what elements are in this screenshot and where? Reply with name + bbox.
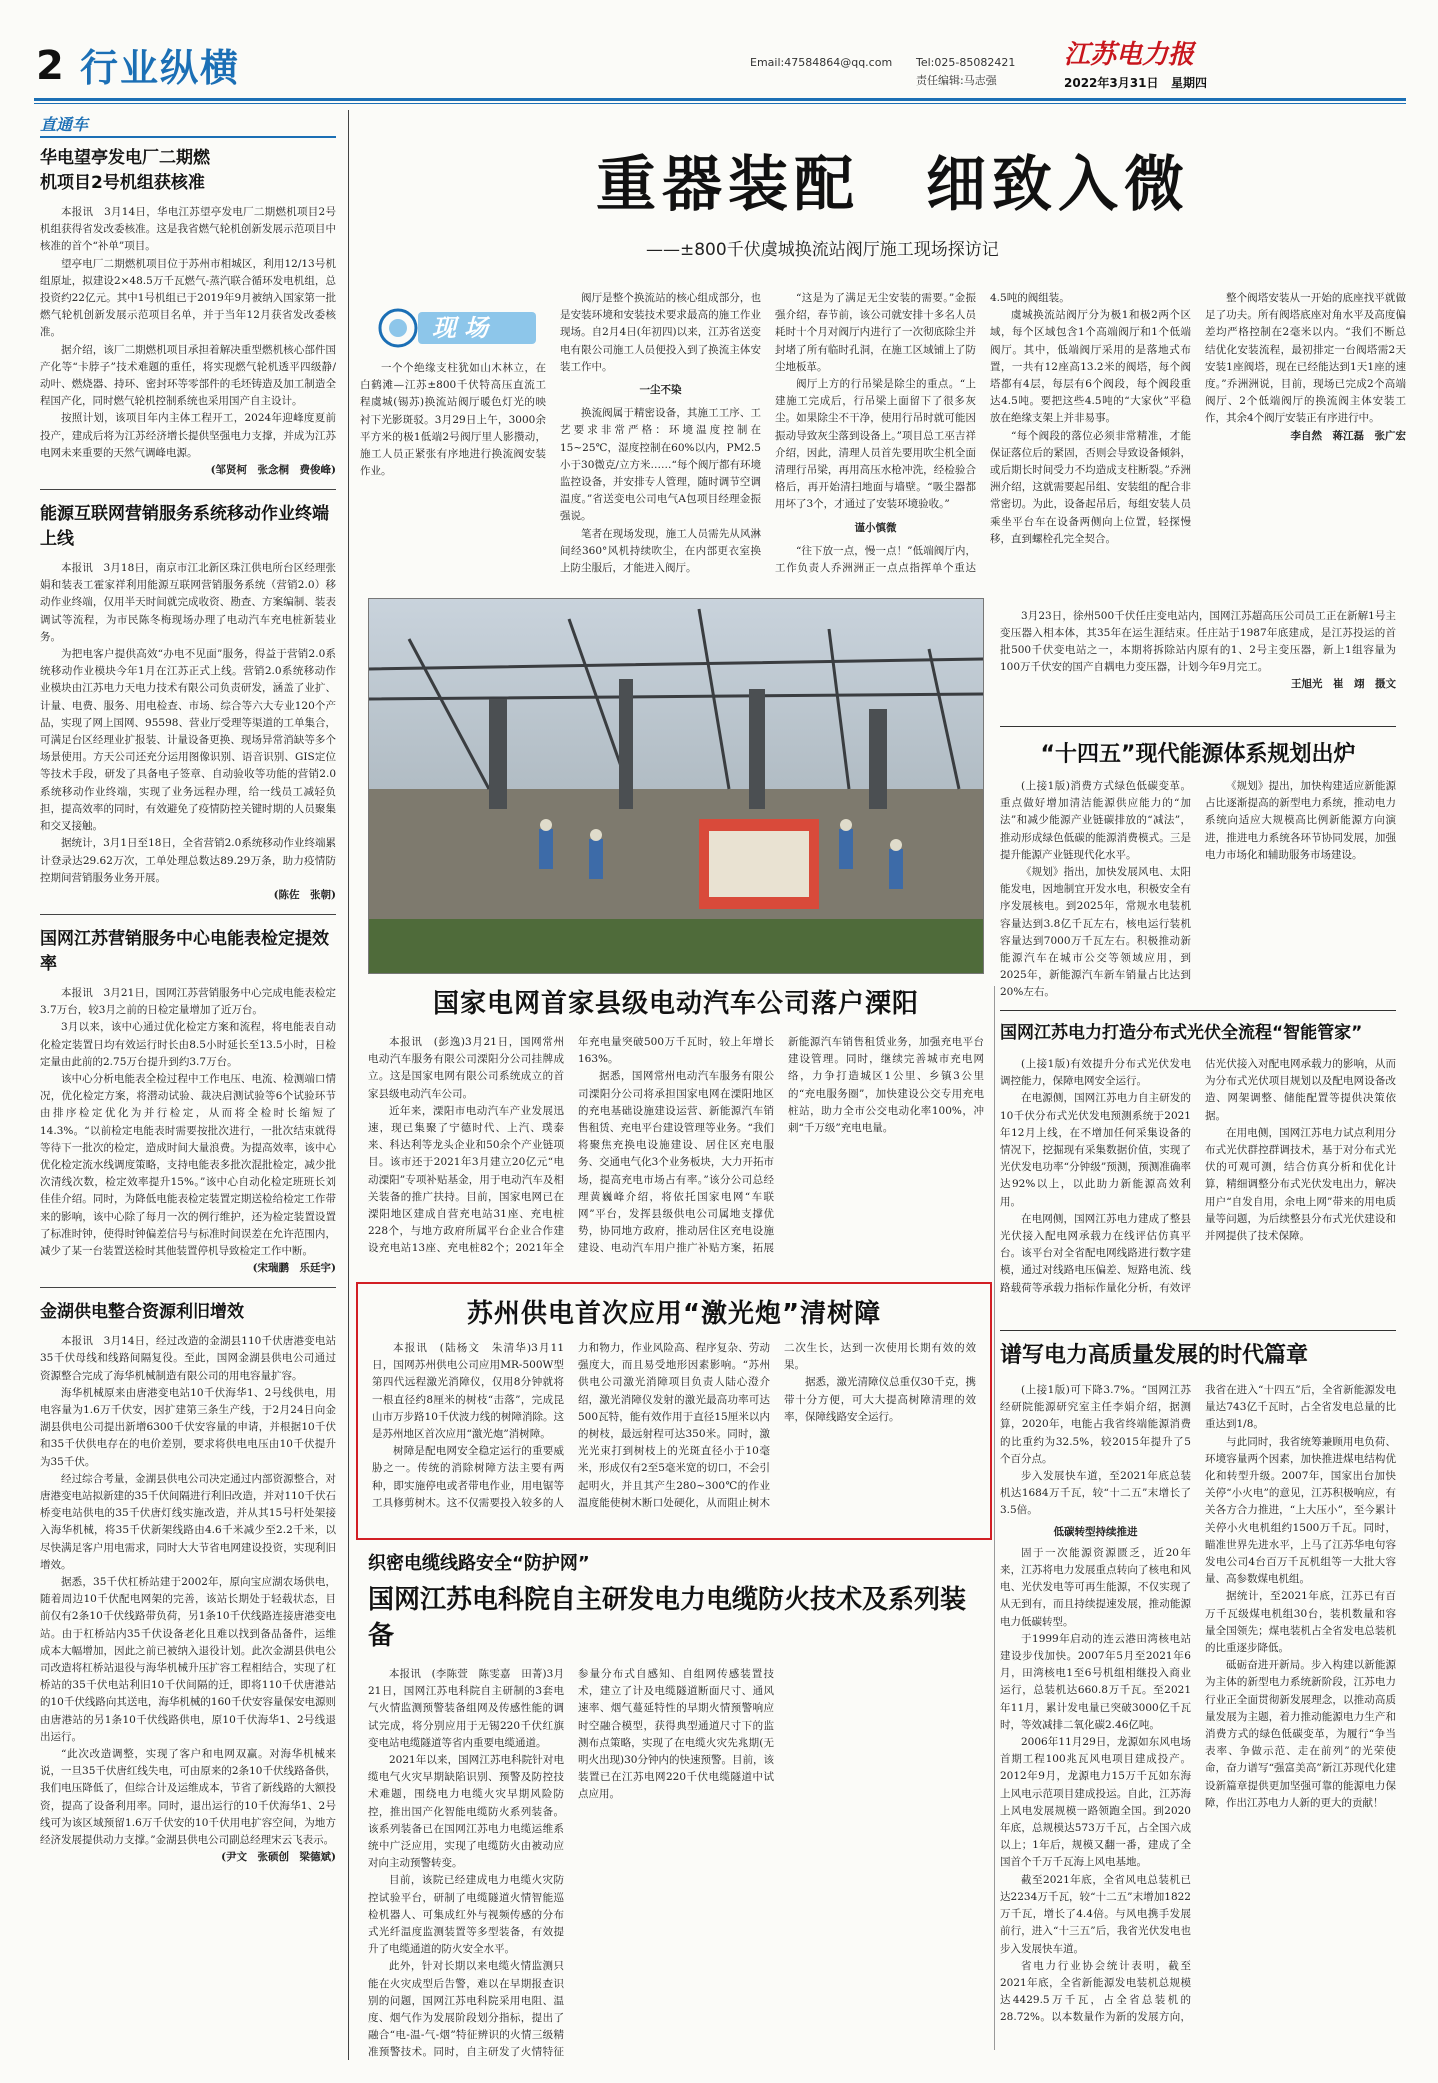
article-title: “十四五”现代能源体系规划出炉 — [1040, 742, 1356, 767]
tag-label: 直通车 — [40, 115, 89, 134]
photo-caption-box — [1000, 608, 1396, 718]
lead-paragraph: “每个阀段的落位必须非常精准，才能保证落位后的紧固，否则会导致设备倾斜，或后期长时间受力不均造成支柱断裂。”乔洲洲介绍，这就需要起吊组、安装组的配合非常密切。为此，设备起吊后，每组安装人员乘坐平台车在设备两侧向上位置，轻探慢移，直到螺栓孔完全契合。 — [990, 429, 1191, 545]
article-body — [368, 1034, 984, 1266]
lead-paragraph: 笔者在现场发现，施工人员需先从风淋间经360°风机持续吹尘，在内部更衣室换上防尘服后，才能进入阀厅。 — [560, 527, 761, 575]
article-paragraph: 2021年以来，国网江苏电科院针对电缆电气火灾早期缺陷识别、预警及防控技术难题，围绕电力电缆火灾早期风险防控，推出国产化智能电缆防火系列装备。该系列装备已在国网江苏电力电缆运维系统中广泛应用，实现了电缆防火由被动应对向主动预警转变。 — [368, 1754, 564, 1870]
article-paragraph: 望亭电厂二期燃机项目位于苏州市相城区，利用12/13号机组原址，拟建设2×48.5万千瓦燃气-蒸汽联合循环发电机组，总投资约22亿元。其中1号机组已于2019年9月被纳入国家第一批燃气轮机创新发展示范项目名单，并于当年12月获省发改委核准。 — [40, 257, 336, 339]
lead-subhead: 一尘不染 — [639, 384, 682, 397]
lead-title: 重器装配 细致入微 — [596, 150, 1190, 220]
article-paragraph: (上接1版)有效提升分布式光伏发电调控能力，保障电网安全运行。 — [1000, 1058, 1191, 1088]
photo-credit: 王旭光 崔 翊 摄文 — [1291, 678, 1396, 690]
header-email: Email:47584864@qq.com — [750, 56, 893, 69]
header-editor: 责任编辑:马志强 — [916, 74, 997, 87]
section-rule — [1000, 1330, 1396, 1331]
section-rule — [1000, 726, 1396, 727]
article-paragraph: 海华机械原来由唐港变电站10千伏海华1、2号线供电，用电容量为1.6万千伏安，因扩建第三条生产线，于2月24日向金湖县供电公司提出新增6300千伏安容量的申请，并根据10千伏和35千伏供电存在的电价差别，要求将供电电压由10千伏提升为35千伏。 — [40, 1386, 336, 1468]
article-body — [1000, 1056, 1396, 1314]
lead-paragraph: 阀厅上方的行吊梁是除尘的重点。“上建施工完成后，行吊梁上面留下了很多灰尘。如果除尘不干净，使用行吊时就可能因振动导致灰尘落到设备上。”项目总工巫吉祥介绍，因此，清理人员首先要用吹尘机全面清理行吊梁，再用高压水枪冲洗，经检验合格后，再开始清扫地面与墙壁。“吸尘器都用坏了3个，才通过了安装环境验收。” — [775, 378, 976, 511]
page-number: 2 — [36, 43, 64, 89]
article-title: 国网江苏营销服务中心电能表检定提效率 — [40, 928, 329, 974]
article-title: 国家电网首家县级电动汽车公司落户溧阳 — [432, 989, 919, 1019]
article-paragraph: 在电网侧，国网江苏电力建成了整县光伏接入配电网承载力在线评估仿真平台。该平台对全省配电网线路进行数字建模，通过对线路电压偏差、短路电流、线路载荷等承载力指标作量化分析，有效评估光伏接入对配电网承载力的影响，从而为分布式光伏项目规划以及配电网设备改造、网架调整、储能配置等提供决策依据。 — [1000, 1058, 1396, 1294]
article-body — [40, 204, 336, 462]
article-paragraph: 本报讯 3月21日，国网江苏营销服务中心完成电能表检定3.7万台，较3月之前的日检定量增加了近万台。 — [40, 986, 336, 1017]
scene-label: 现场 — [432, 314, 496, 342]
lead-body — [360, 290, 1406, 590]
paper-logo: 江苏电力报 — [1064, 40, 1195, 70]
article-paragraph: “此次改造调整，实现了客户和电网双赢。对海华机械来说，一旦35千伏唐红线失电，可由原来的2条10千伏线路备供，我们电压降低了，但综合计及运维成本，节省了新线路的大额投资，提高了设备利用率。同时，退出运行的10千伏海华1、2号线可为该区域预留1.6万千伏安的10千伏用电扩容空间，为地方经济发展提供动力支撑。”金湖县供电公司副总经理宋云飞表示。 — [40, 1748, 336, 1847]
column-divider — [348, 110, 349, 2060]
left-article — [40, 146, 336, 477]
left-article — [40, 927, 336, 1275]
article-body — [40, 560, 336, 887]
article-body — [1000, 1382, 1396, 2042]
article-paragraph: 本报讯 3月14日，华电江苏望亭发电厂二期燃机项目2号机组获得省发改委核准。这是我省燃气轮机创新发展示范项目中核准的首个“补单”项目。 — [40, 206, 336, 253]
article-paragraph: (上接1版)消费方式绿色低碳变革。重点做好增加清洁能源供应能力的“加法”和减少能源产业链碳排放的“减法”，推动形成绿色低碳的能源消费模式。三是提升能源产业链现代化水平。 — [1000, 780, 1191, 861]
steward-article — [1000, 1020, 1396, 1320]
header-date: 2022年3月31日 — [1064, 76, 1159, 90]
scene-badge — [374, 300, 542, 356]
news-photo — [368, 598, 984, 974]
lead-intro: 一个个绝缘支柱犹如山木林立，在白鹤滩—江苏±800千伏特高压直流工程虞城(锡苏)换流站阀厅暖色灯光的映衬下光影斑驳。3月29日上午，3000余平方米的极1低端2号阀厅里人影攒动，施工人员正紧张有序地进行换流阀安装作业。 — [360, 362, 546, 478]
article-paragraph: 《规划》指出，加快发展风电、太阳能发电，因地制宜开发水电，积极安全有序发展核电。到2025年，常规水电装机容量达到3.8亿千瓦左右，核电运行装机容量达到7000万千瓦左右。积极推动新能源汽车在城市公交等领域应用，到2025年，新能源汽车新车销量占比达到20%左右。 — [1000, 866, 1191, 999]
header-tel: Tel:025-85082421 — [916, 56, 1016, 69]
article-paragraph: 据悉，激光清障仪总重仅30千克，携带十分方便，可大大提高树障清理的效率，保障线路安全运行。 — [784, 1376, 976, 1423]
article-paragraph: 本报讯 (彭逸)3月21日，国网常州电动汽车服务有限公司溧阳分公司挂牌成立。这是国家电网有限公司系统成立的首家县级电动汽车公司。 — [368, 1036, 564, 1100]
article-paragraph: 为把电客户提供高效“办电不见面”服务，得益于营销2.0系统移动作业模块今年1月在江苏正式上线。营销2.0系统移动作业模块由江苏电力天电力技术有限公司负责研发，涵盖了业扩、计量、电费、服务、用电检查、市场、综合等六大专业120个产品，实现了网上国网、95598、营业厅受理等渠道的工单集合，可满足台区经理业扩报装、计量设备更换、现场异常消缺等多个场景使用。方天公司还充分运用图像识别、语音识别、GIS定位等技术手段，研发了具备电子签章、自动验收等功能的营销2.0系统移动作业终端，实现了业务远程办理，给一线员工减轻负担，提高效率的同时，有效避免了疫情防控关键时期的人员聚集和交叉接触。 — [40, 648, 336, 833]
article-subhead: 低碳转型持续推进 — [1053, 1525, 1138, 1538]
article-byline: (尹文 张硕创 梁德斌) — [221, 1851, 336, 1864]
article-paragraph: 据介绍，该厂二期燃机项目承担着解决重型燃机核心部件国产化等“卡脖子”技术难题的重任，将实现燃气轮机透平四级静/动叶、燃烧器、持环、密封环等零部件的毛坯铸造及加工制造全程国产化，同时燃气轮机控制系统也采用国产自主设计。 — [40, 343, 336, 408]
article-paragraph: 该中心分析电能表全检过程中工作电压、电流、检测端口情况，优化检定方案，将潜动试验、裁决启测试验等6个试验环节由排序检定优化为并行检定，从而将全检时长缩短了14.3%。“以前检定电能表时需要按批次进行，一批次结束就得等待下一批次的检定，造成时间大量浪费。为提高效率，该中心优化检定流水线调度策略，支持电能表多批次混批检定，减少批次清线次数，检定效率提升15%。”该中心自动化检定班班长刘佳佳介绍。同时，为降低电能表检定装置定期送检给检定工作带来的影响，该中心除了每月一次的例行维护，还为检定装置设置了标准时钟，使得时钟偏差信号与标准时间误差在允许范围内，减少了某一台装置送检时其他装置停机导致检定工作中断。 — [40, 1072, 336, 1257]
lead-columns — [560, 290, 1406, 578]
left-article — [40, 1300, 336, 1864]
lead-headline — [360, 112, 1406, 282]
article-byline: (陈佐 张朝) — [273, 888, 336, 901]
article-paragraph: 本报讯 (陆杨文 朱清华)3月11日，国网苏州供电公司应用MR-500W型第四代远程激光消障仪，仅用8分钟就将一根直径约8厘米的树枝“击落”，完成昆山市万步路10千伏波力线的树障消除。这是苏州地区首次应用“激光炮”消树障。 — [372, 1342, 564, 1441]
article-body — [368, 1666, 984, 2076]
header-weekday: 星期四 — [1171, 76, 1208, 90]
lead-subhead: 谨小慎微 — [854, 521, 897, 534]
article-body — [40, 1333, 336, 1849]
lead-byline: 李自然 蒋江磊 张广宏 — [1290, 429, 1406, 442]
header-rule — [34, 98, 1406, 101]
section-title: 行业纵横 — [80, 46, 241, 90]
lead-subtitle: ——±800千伏虞城换流站阀厅施工现场探访记 — [646, 240, 999, 260]
lead-paragraph: 虞城换流站阀厅分为极1和极2两个区域，每个区域包含1个高端阀厅和1个低端阀厅。其中，低端阀厅采用的是落地式布置，一共有12座高13.2米的阀塔，每个阀塔都有4层，每层有6个阀段，每个阀段重达4.5吨。要把这些4.5吨的“大家伙”平稳放在绝缘支架上并非易事。 — [990, 309, 1191, 425]
lead-paragraph: 整个阀塔安装从一开始的底座找平就做足了功夫。所有阀塔底座对角水平及高度偏差均严格控制在2毫米以内。“我们不断总结优化安装流程，最初排定一台阀塔需2天安装1座阀塔，现在已经能达到1天1座的速度。”乔洲洲说，目前，现场已完成2个高端阀厅、2个低端阀厅的换流阀主体安装工作，其余4个阀厅安装正有序进行中。 — [1205, 292, 1406, 425]
article-paragraph: 固于一次能源资源匮乏，近20年来，江苏将电力发展重点转向了核电和风电、光伏发电等可再生能源，不仅实现了从无到有，而且持续提速发展，推动能源电力低碳转型。 — [1000, 1546, 1191, 1628]
article-paragraph: 按照计划，该项目年内主体工程开工，2024年迎峰度夏前投产，建成后将为江苏经济增长提供坚强电力支撑，并成为江苏电网未来重要的天然气调峰电源。 — [40, 412, 336, 459]
article-paragraph: 在用电侧，国网江苏电力试点利用分布式光伏群控群调技术，基于对分布式光伏的可观可测，结合仿真分析和优化计算，精细调整分布式光伏发电出力，解决用户“自发自用，余电上网”带来的用电质量等问题，为后续整县分布式光伏建设和并网提供了技术保障。 — [1205, 1126, 1396, 1243]
article-paragraph: 据统计，3月1日至18日，全省营销2.0系统移动作业终端累计登录达29.62万次，工单处理总数达89.29万条，助力疫情防控期间营销服务业务开展。 — [40, 837, 336, 884]
article-paragraph: 砥砺奋进开新局。步入构建以新能源为主体的新型电力系统新阶段，江苏电力行业正全面贯彻新发展理念，以推动高质量发展为主题，着力推动能源电力生产和消费方式的绿色低碳变革，为履行“争当表率、争做示范、走在前列”的光荣使命，奋力谱写“强富美高”新江苏现代化建设新篇章提供更加坚强可靠的能源电力保障，作出江苏电力人新的更大的贡献！ — [1205, 1659, 1396, 1809]
article-paragraph: 于1999年启动的连云港田湾核电站建设步伐加快。2007年5月至2021年6月，田湾核电1至6号机组相继投入商业运行，总装机达660.8万千瓦。至2021年11月，累计发电量已突破3000亿千瓦时，等效减排二氧化碳2.46亿吨。 — [1000, 1632, 1191, 1731]
article-title: 谱写电力高质量发展的时代篇章 — [1000, 1343, 1309, 1368]
column-tag — [40, 110, 336, 140]
header-rule-thin — [34, 103, 1406, 104]
cable-article — [368, 1550, 984, 2059]
lead-paragraph: “往下放一点，慢一点！”低端阀厅内，工作负责人乔洲洲正一点点指挥单个重达4.5吨的阀组装。 — [775, 292, 1070, 575]
page-header — [34, 38, 1406, 94]
article-paragraph: 近年来，溧阳市电动汽车产业发展迅速，现已集聚了宁德时代、上汽、璞泰来、科达利等龙头企业和50余个产业链项目。该市还于2021年3月建立20亿元“电动溧阳”专项补贴基金，用于电动汽车及相关装备的推广扶持。目前，国家电网已在溧阳地区建成自营充电站31座、充电桩228个，与地方政府所属平台企业合作建设充电站13座、充电桩82个；2021年全年充电量突破500万千瓦时，较上年增长163%。 — [368, 1036, 774, 1255]
article-body — [1000, 778, 1396, 1008]
article-paragraph: 省电力行业协会统计表明，截至2021年底，全省新能源发电装机总规模达4429.5万千瓦，占全省总装机的28.72%。以本数量作为新的发展方向，我省在进入“十四五”后，全省新能源发电量达743亿千瓦时，占全省发电总量的比重达到1/8。 — [1000, 1384, 1396, 2024]
plan-article — [1000, 740, 1396, 1020]
article-title: 华电望亭发电厂二期燃机项目2号机组获核准 — [40, 148, 210, 193]
substation-photo — [369, 599, 984, 974]
article-paragraph: 《规划》提出，加快构建适应新能源占比逐渐提高的新型电力系统，推动电力系统向适应大规模高比例新能源方向演进，推进电力系统各环节协同发展，加强电力市场化和辅助服务市场建设。 — [1205, 780, 1396, 861]
article-paragraph: 本报讯 (李陈萱 陈雯嘉 田菁)3月21日，国网江苏电科院自主研制的3套电气火情监测预警装备组网及传感性能的调试完成，将分别应用于无锡220千伏红旗变电站电缆隧道等省内重要电缆通道。 — [368, 1668, 564, 1749]
lead-paragraph: 换流阀属于精密设备，其施工工序、工艺要求非常严格：环境温度控制在15~25℃，湿度控制在60%以内，PM2.5小于30微克/立方米……“每个阀厅都有环境监控设备，并安排专人管理，随时调节空调温度。”省送变电公司电气A包项目经理金振强说。 — [560, 407, 761, 523]
article-paragraph: 据悉，国网常州电动汽车服务有限公司溧阳分公司将承担国家电网在溧阳地区的充电基础设施建设运营、新能源汽车销售租赁、充电平台建设管理等业务。“我们将聚焦充换电设施建设、居住区充电服务、交通电气化3个业务板块，大力开拓市场，提高充电市场占有率。”该分公司总经理黄巍峰介绍，将依托国家电网“车联网”平台，发挥县级供电公司属地支撑优势，协同地方政府，推动居住区充电设施建设、电动汽车用户推广补贴方案，拓展新能源汽车销售租赁业务，加强充电平台建设管理。同时，继续完善城市充电网络，力争打造城区1公里、乡镇3公里的“充电服务圈”，加快建设公交专用充电桩站，助力全市公交电动化率100%，冲刺“千万级”充电电量。 — [578, 1036, 984, 1255]
article-paragraph: 此外，针对长期以来电缆火情监测只能在火灾成型后告警，难以在早期报查识别的问题，国网江苏电科院采用电阻、温度、烟气作为发展阶段划分指标，提出了融合“电-温-气-烟”特征辨识的火情三级精准预警技术。同时，自主研发了火情特征参量分布式自感知、自组网传感装置技术，建立了计及电缆隧道断面尺寸、通风速率、烟气蔓延特性的早期火情预警响应时空融合模型，获得典型通道尺寸下的监测布点策略，实现了在电缆火灾先兆期(无明火出现)30分钟内的快速预警。目前，该装置已在江苏电网220千伏电缆隧道中试点应用。 — [368, 1668, 774, 2059]
article-paragraph: 与此同时，我省统筹兼顾用电负荷、环境容量两个因素，加快推进煤电结构优化和转型升级。2007年，国家出台加快关停“小火电”的意见，江苏积极响应，有关各方合力推进，“上大压小”，至今累计关停小火电机组约1500万千瓦。同时，瞄准世界先进水平，上马了江苏华电句容发电公司4台百万千瓦机组等一大批大容量、高参数煤电机组。 — [1205, 1435, 1396, 1586]
article-title: 国网江苏电力打造分布式光伏全流程“智能管家” — [1000, 1023, 1363, 1043]
article-title: 能源互联网营销服务系统移动作业终端上线 — [40, 504, 329, 550]
article-paragraph: 树障是配电网安全稳定运行的重要威胁之一。传统的消除树障方法主要有两种，即实施停电或者带电作业，用电锯等工具修剪树木。这不仅需要投入较多的人力和物力，作业风险高、程序复杂、劳动强度大，而且易受地形因素影响。“苏州供电公司激光消障项目负责人陆心澄介绍，激光消障仪发射的激光最高功率可达500瓦特，能有效作用于直径15厘米以内的树枝，最远射程可达350米。同时，激光光束打到树枝上的光斑直径小于10毫米，形成仅有2至5毫米宽的切口，不会引起明火，并且其产生280~300℃的作业温度能使树木断口处硬化，从而阻止树木二次生长，达到一次使用长期有效的效果。 — [372, 1342, 976, 1509]
article-title: 金湖供电整合资源利旧增效 — [40, 1302, 244, 1323]
article-paragraph: (上接1版)可下降3.7%。“国网江苏经研院能源研究室主任李娟介绍，据测算，2020年，电能占我省终端能源消费的比重约为32.5%，较2015年提升了5个百分点。 — [1000, 1384, 1191, 1465]
article-paragraph: 3月以来，该中心通过优化检定方案和流程，将电能表自动化检定装置日均有效运行时长由8.5小时延长至13.5小时，日检定量由此前的2.75万台提升到约3.7万台。 — [40, 1021, 336, 1068]
article-paragraph: 在电源侧，国网江苏电力自主研发的10千伏分布式光伏发电预测系统于2021年12月上线，在不增加任何采集设备的情况下，挖掘现有采集数据价值，实现了光伏发电功率“分钟级”预测，预测准确率达92%以上，以此助力新能源高效利用。 — [1000, 1092, 1191, 1208]
article-paragraph: 截至2021年底，全省风电总装机已达2234万千瓦，较“十二五”末增加1822万千瓦，增长了4.4倍。与风电携手发展前行，进入“十三五”后，我省光伏发电也步入发展快车道。 — [1000, 1873, 1191, 1955]
article-paragraph: 目前，该院已经建成电力电缆火灾防控试验平台，研制了电缆隧道火情智能巡检机器人、可集成红外与视频传感的分布式光纤温度监测装置等多型装备，有效提升了电缆通道的防火安全水平。 — [368, 1874, 564, 1956]
article-paragraph: 据悉，35千伏杠桥站建于2002年，原向宝应湖农场供电，随着周边10千伏配电网架的完善，该站长期处于轻载状态，目前仅有2条10千伏线路带负荷，另1条10千伏线路连接唐港变电站。由于杠桥站内35千伏设备老化且难以找到备品备件，运维成本大幅增加，因此之前已被纳入退役计划。此次金湖县供电公司改造将杠桥站退役与海华机械升压扩容工程相结合，实现了杠桥站的35千伏电站利旧10千伏间隔的迁，即将110千伏唐港站的10千伏线路向其送电，海华机械的160千伏安容量保安电源则由唐港站的另1条10千伏线路供电，原10千伏海华1、2号线退出运行。 — [40, 1576, 336, 1743]
article-paragraph: 据统计，至2021年底，江苏已有百万千瓦级煤电机组30台，装机数量和容量全国领先；煤电装机占全省发电总装机的比重逐步降低。 — [1205, 1590, 1396, 1655]
lead-paragraph: 阀厅是整个换流站的核心组成部分，也是安装环境和安装技术要求最高的施工作业现场。自2月4日(年初四)以来，江苏省送变电有限公司施工人员便投入到了换流主体安装工作中。 — [560, 292, 761, 373]
ev-article — [368, 986, 984, 1276]
article-title: 苏州供电首次应用“激光炮”清树障 — [466, 1299, 882, 1329]
article-kicker: 织密电缆线路安全“防护网” — [368, 1553, 590, 1574]
article-paragraph: 本报讯 3月14日，经过改造的金湖县110千伏唐港变电站35千伏母线和线路间隔复役。至此，国网金湖县供电公司通过资源整合完成了海华机械制造有限公司的用电容量扩容。 — [40, 1335, 336, 1382]
article-body — [40, 985, 336, 1260]
column-divider — [994, 986, 995, 2050]
left-column — [40, 110, 336, 2060]
left-article — [40, 502, 336, 902]
section-rule — [1000, 1010, 1396, 1011]
quality-article — [1000, 1340, 1396, 2050]
lead-paragraph: “这是为了满足无尘安装的需要。”金振强介绍，春节前，该公司就安排十多名人员耗时十个月对阀厅内进行了一次彻底除尘并封堵了所有临时孔洞，在施工区域铺上了防尘地板革。 — [775, 292, 976, 373]
article-title: 国网江苏电科院自主研发电力电缆防火技术及系列装备 — [368, 1585, 967, 1651]
article-paragraph: 步入发展快车道，至2021年底总装机达1684万千瓦，较“十二五”末增长了3.5倍。 — [1000, 1470, 1191, 1517]
laser-article — [356, 1282, 992, 1540]
article-paragraph: 2006年11月29日，龙源如东风电场首期工程100兆瓦风电项目建成投产。2012年9月，龙源电力15万千瓦如东海上风电示范项目建成投运。自此，江苏海上风电发展规模一路领跑全国。到2020年底，总规模达573万千瓦，占全国六成以上；1年后，规模又翻一番，建成了全国首个千万千瓦海上风电基地。 — [1000, 1736, 1191, 1869]
article-paragraph: 本报讯 3月18日，南京市江北新区珠江供电所台区经理张娟和装表工霍家祥利用能源互联网营销服务系统（营销2.0）移动作业终端，仅用半天时间就完成收资、勘查、方案编制、装表调试等流程，为市民陈冬梅现场办理了电动汽车充电桩新装业务。 — [40, 562, 336, 643]
article-paragraph: 经过综合考量，金湖县供电公司决定通过内部资源整合，对唐港变电站拟新建的35千伏间隔进行利旧改造，并对110千伏石桥变电站供电的35千伏唐灯线实施改造，并从其15号杆处架接入海华机械，将35千伏新架线路由4.6千米减少至2.2千米，以尽快满足客户用电需求，同时大大节省电网建设投资，实现利旧增效。 — [40, 1472, 336, 1571]
article-byline: (邹贤柯 张念桐 费俊峰) — [210, 464, 336, 477]
article-byline: (宋瑞鹏 乐廷宇) — [252, 1262, 336, 1275]
article-body — [372, 1340, 976, 1522]
photo-caption: 3月23日，徐州500千伏任庄变电站内，国网江苏超高压公司员工正在新解1号主变压器入相本体，其35年在运生涯结束。任庄站于1987年底建成，是江苏投运的首批500千伏变电站之一，本期将拆除站内原有的1、2号主变压器，新上1组容量为100万千伏安的国产自耦电力变压器，计划今年9月完工。 — [1000, 610, 1396, 673]
